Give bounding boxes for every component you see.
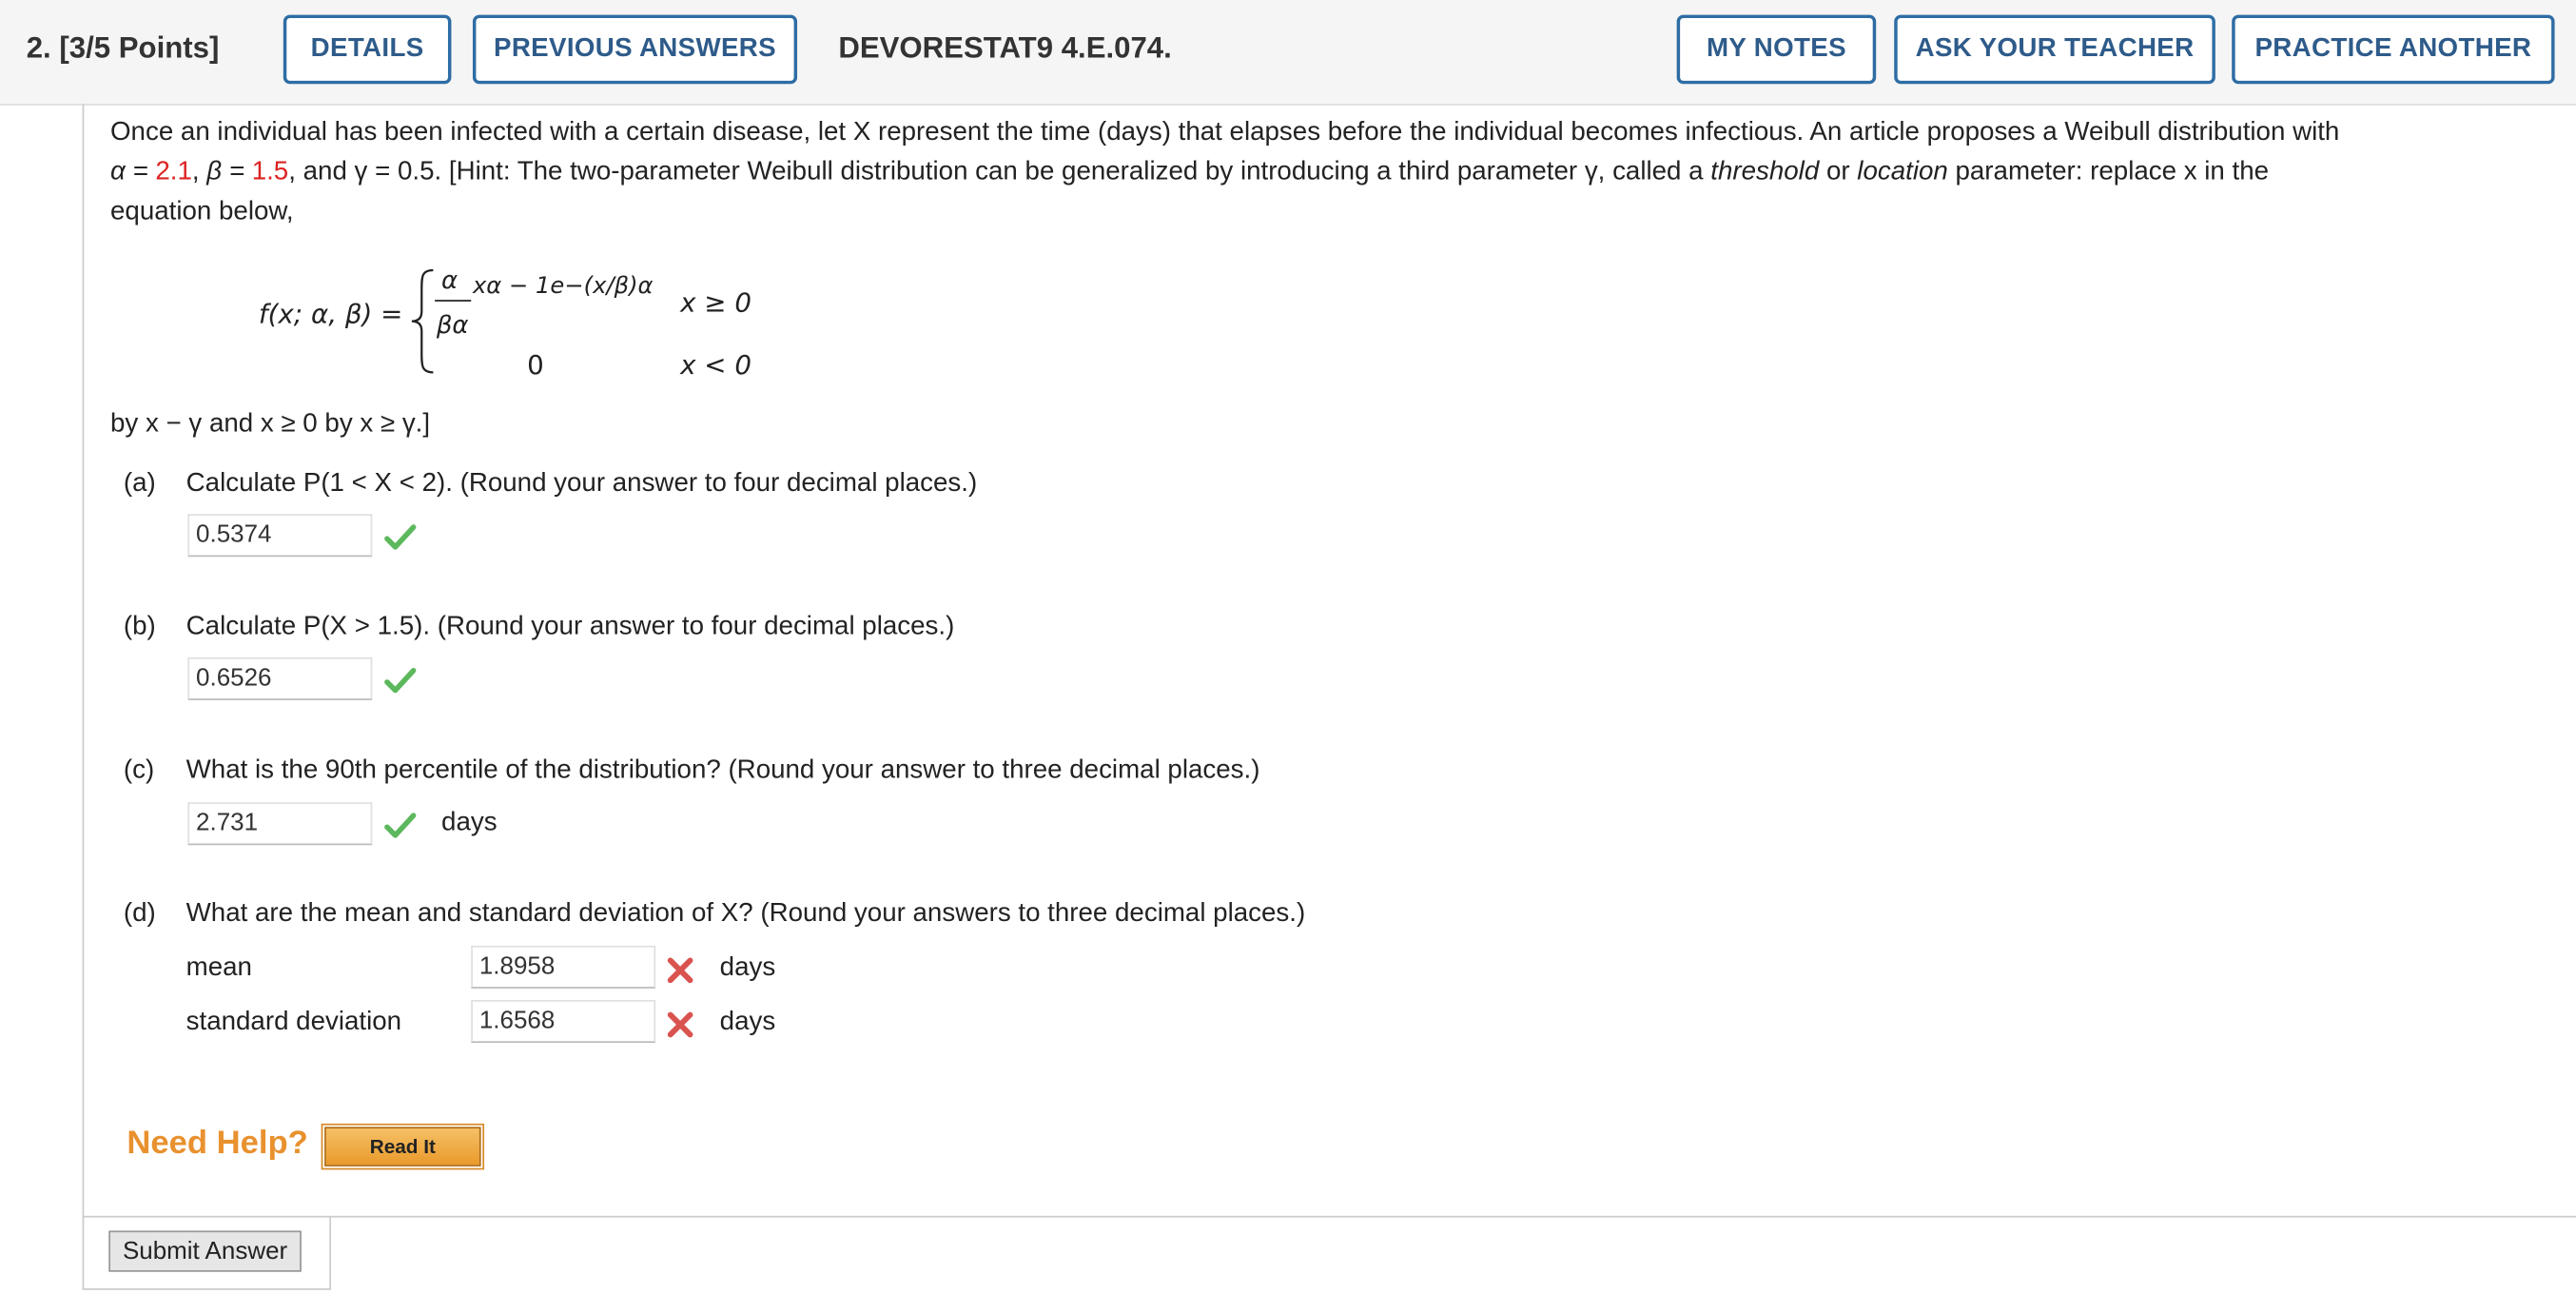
part-a-answer-input[interactable]: 0.5374 (187, 514, 372, 557)
beta-label: β = (206, 158, 252, 186)
submit-answer-button[interactable]: Submit Answer (108, 1230, 302, 1271)
formula-lhs: f(x; α, β) = (258, 298, 403, 330)
correct-check-icon (383, 811, 417, 840)
points-label: [3/5 Points] (59, 30, 220, 65)
incorrect-x-icon (666, 1010, 695, 1039)
part-b-question: Calculate P(X > 1.5). (Round your answer to four decimal places.) (185, 613, 955, 641)
formula-power-term: xα − 1e−(x/β)α (472, 273, 654, 301)
part-b-label: (b) (123, 613, 156, 641)
part-c-answer-input[interactable]: 2.731 (187, 802, 372, 845)
part-c-label: (c) (123, 755, 155, 785)
question-title (27, 31, 220, 66)
details-button[interactable]: DETAILS (283, 15, 452, 85)
correct-check-icon (383, 522, 417, 552)
mean-unit: days (719, 953, 776, 982)
part-d-question: What are the mean and standard deviation of X? (Round your answers to three decimal places.) (185, 899, 1306, 928)
problem-line-2: α = 2.1, β = 1.5, and γ = 0.5. [Hint: The two-parameter Weibull distribution can be generalized by introducing a third parameter γ, called a threshold or location parameter: replace x in the (110, 158, 2270, 186)
part-a-question: Calculate P(1 < X < 2). (Round your answer to four decimal places.) (185, 469, 978, 498)
sd-label: standard deviation (185, 1008, 402, 1037)
beta-value: 1.5 (251, 158, 289, 186)
question-header (0, 0, 2576, 106)
formula-condition-2: x < 0 (680, 349, 751, 381)
part-c-unit: days (441, 809, 498, 837)
incorrect-x-icon (666, 955, 695, 985)
formula-zero: 0 (527, 349, 544, 381)
problem-line-1: Once an individual has been infected with a certain disease, let X represent the time (days) that elapses before the individual becomes infectious. An article proposes a Weibull distribution with (110, 118, 2340, 147)
practice-another-button[interactable]: PRACTICE ANOTHER (2232, 15, 2554, 85)
question-id: DEVORESTAT9 4.E.074. (838, 30, 1172, 65)
ask-teacher-button[interactable]: ASK YOUR TEACHER (1894, 15, 2215, 85)
part-d-label: (d) (123, 899, 156, 928)
rest-text: parameter: replace x in the (1947, 158, 2270, 186)
sd-unit: days (719, 1008, 776, 1037)
alpha-value: 2.1 (155, 158, 192, 186)
previous-answers-button[interactable]: PREVIOUS ANSWERS (473, 15, 797, 85)
formula-condition-1: x ≥ 0 (680, 286, 751, 319)
formula-denominator: βα (436, 309, 469, 340)
need-help-label: Need Help? (127, 1125, 308, 1162)
or-text: or (1819, 158, 1858, 186)
read-it-button[interactable]: Read It (324, 1127, 480, 1167)
part-a-label: (a) (123, 469, 156, 498)
sd-answer-input[interactable]: 1.6568 (471, 1000, 655, 1043)
alpha-label: α = (110, 158, 156, 186)
question-number: 2. (26, 30, 51, 65)
my-notes-button[interactable]: MY NOTES (1677, 15, 1877, 85)
fraction-bar (435, 300, 471, 302)
problem-line-3: equation below, (110, 197, 294, 226)
formula-brace (407, 267, 440, 376)
part-c-question: What is the 90th percentile of the distribution? (Round your answer to three decimal places.) (185, 755, 1260, 785)
mean-answer-input[interactable]: 1.8958 (471, 946, 655, 989)
part-b-answer-input[interactable]: 0.6526 (187, 657, 372, 700)
gamma-text: , and γ = 0.5. [Hint: The two-parameter Weibull distribution can be generalized by introducing a third parameter γ, called a (288, 158, 1711, 186)
correct-check-icon (383, 666, 417, 696)
location-term: location (1857, 158, 1948, 186)
problem-after-formula: by x − γ and x ≥ 0 by x ≥ γ.] (110, 410, 431, 439)
threshold-term: threshold (1710, 158, 1820, 186)
mean-label: mean (185, 953, 252, 982)
formula-numerator: α (441, 265, 459, 295)
